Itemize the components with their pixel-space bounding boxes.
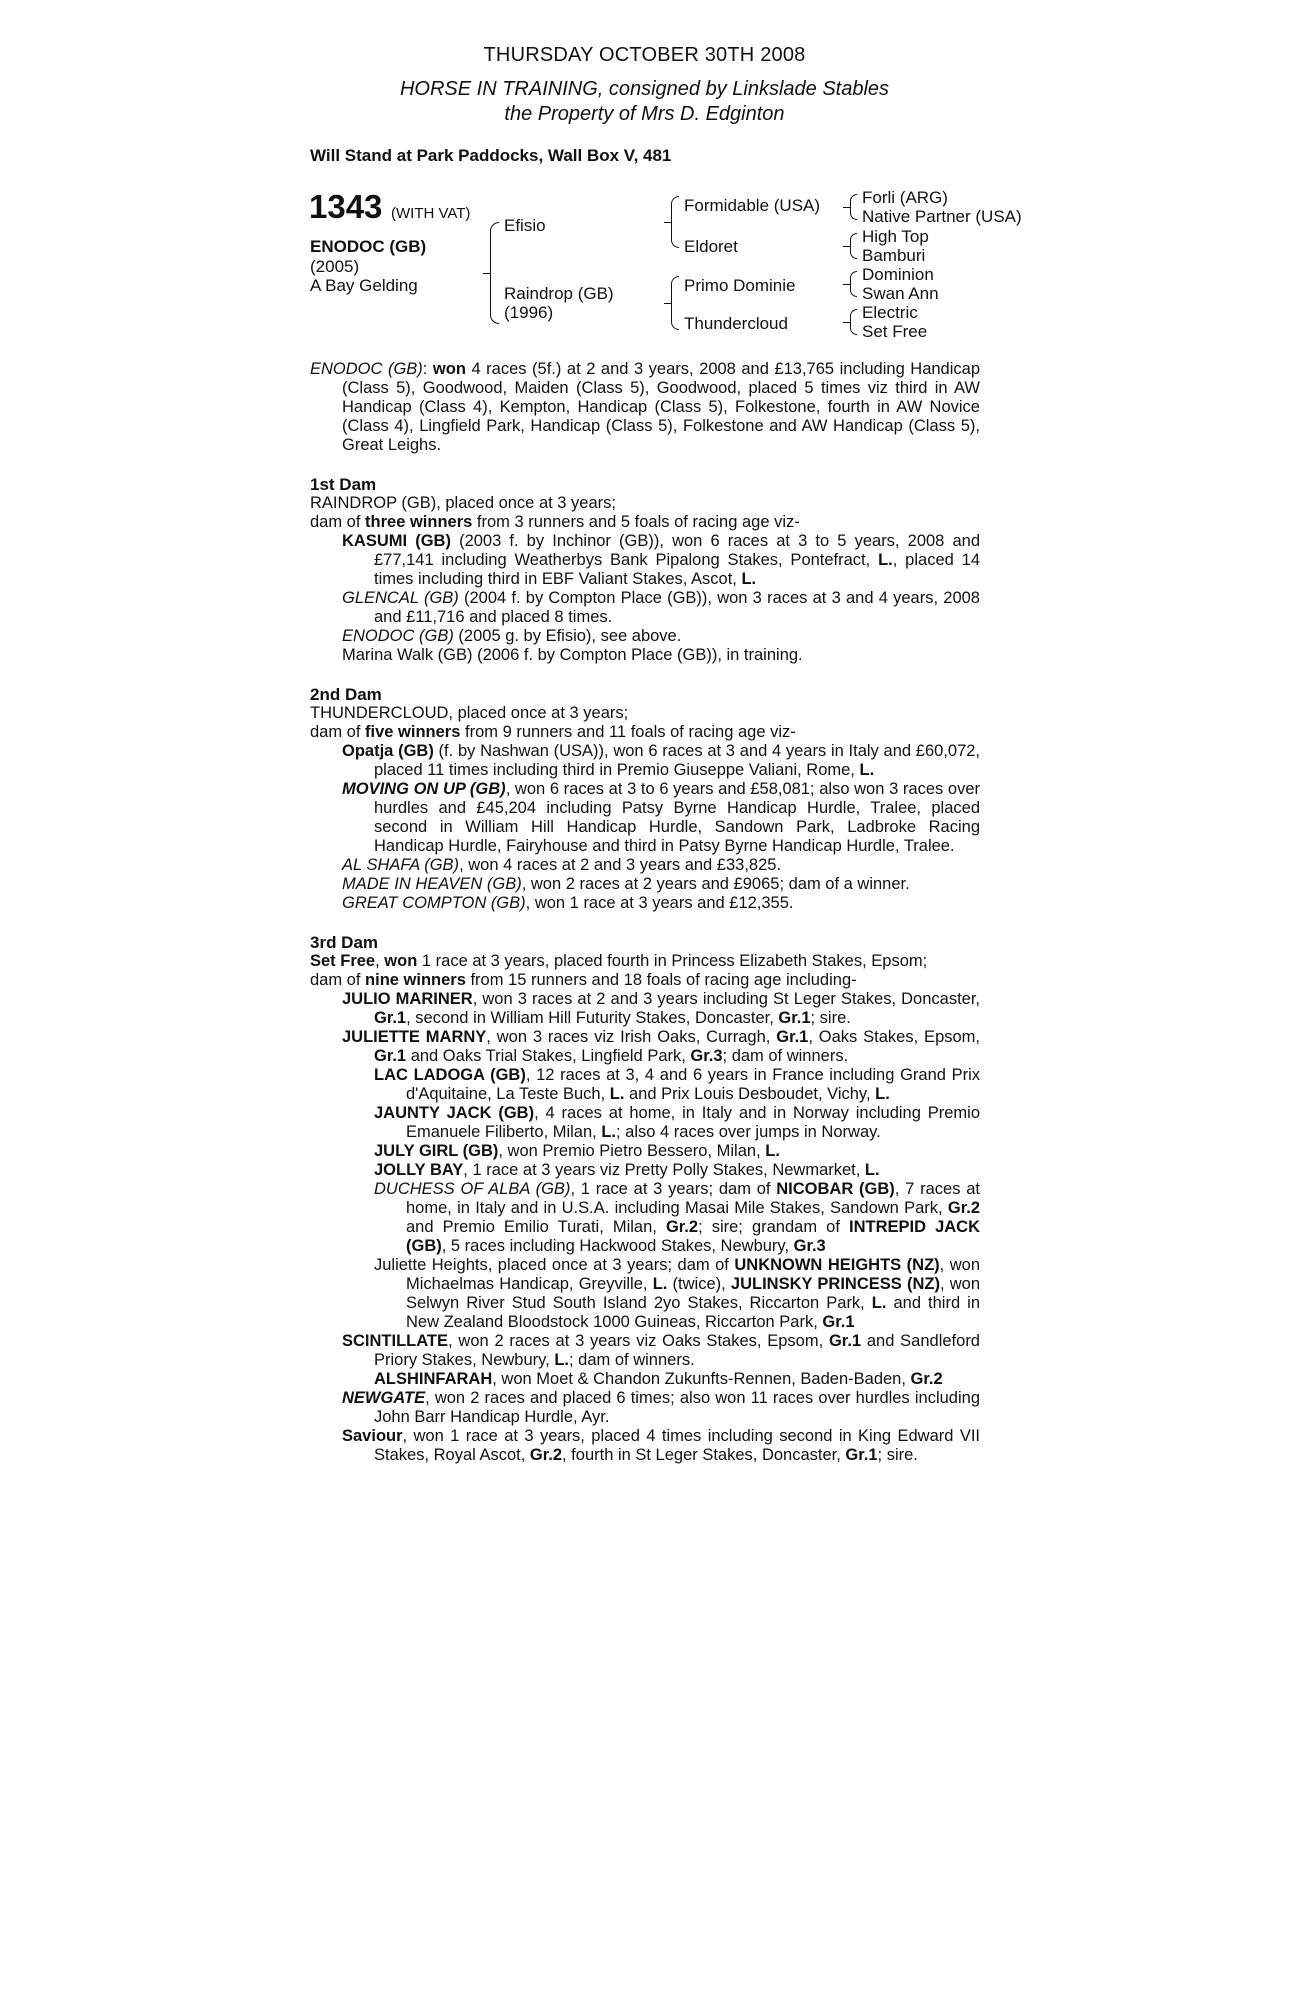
produce-moving-on-up: MOVING ON UP (GB), won 6 races at 3 to 6 years and £58,081; also won 3 races over hurdles and £45,204 including Patsy Byrne Handicap Hurdle, Tralee, placed second in William Hill Handicap Hurdle, Sandown Park, Ladbroke Racing Handicap Hurdle, Fairyhouse and third in Patsy Byrne Handicap Hurdle, Tralee.: [342, 780, 980, 855]
produce-july-girl: JULY GIRL (GB), won Premio Pietro Bessero, Milan, L.: [374, 1142, 780, 1160]
vat-note: (WITH VAT): [391, 205, 471, 222]
consignment-line: HORSE IN TRAINING, consigned by Linkslade Stables: [399, 78, 890, 100]
second-dam-line: THUNDERCLOUD, placed once at 3 years;: [310, 704, 629, 722]
pedigree-ss-dam: Native Partner (USA): [862, 207, 1022, 226]
produce-jaunty-jack: JAUNTY JACK (GB), 4 races at home, in Italy and in Norway including Premio Emanuele Filiberto, Milan, L.; also 4 races over jumps in Norway.: [374, 1104, 981, 1141]
first-dam-produce-intro: dam of three winners from 3 runners and 5 foals of racing age viz-: [310, 513, 800, 531]
produce-kasumi: KASUMI (GB) (2003 f. by Inchinor (GB)), won 6 races at 3 to 5 years, 2008 and £77,141 including Weatherbys Bank Pipalong Stakes, Pontefract, L., placed 14 times including third in EBF Valiant Stakes, Ascot, L.: [342, 532, 980, 588]
produce-scintillate: SCINTILLATE, won 2 races at 3 years viz Oaks Stakes, Epsom, Gr.1 and Sandleford Priory Stakes, Newbury, L.; dam of winners.: [342, 1332, 980, 1369]
pedigree-sire: Efisio: [504, 216, 546, 235]
produce-al-shafa: AL SHAFA (GB), won 4 races at 2 and 3 years and £33,825.: [342, 856, 782, 874]
first-dam-line: RAINDROP (GB), placed once at 3 years;: [310, 494, 616, 512]
produce-lac-ladoga: LAC LADOGA (GB), 12 races at 3, 4 and 6 years in France including Grand Prix d'Aquitaine, La Teste Buch, L. and Prix Louis Desboudet, Vichy, L.: [374, 1066, 980, 1103]
produce-made-in-heaven: MADE IN HEAVEN (GB), won 2 races at 2 years and £9065; dam of a winner.: [342, 875, 910, 893]
pedigree-sire-sire: Formidable (USA): [684, 196, 821, 215]
catalogue-body: [310, 360, 980, 1465]
owner-line: the Property of Mrs D. Edginton: [504, 103, 785, 125]
third-dam-heading: 3rd Dam: [310, 933, 379, 952]
produce-julio-mariner: JULIO MARINER, won 3 races at 2 and 3 years including St Leger Stakes, Doncaster, Gr.1, second in William Hill Futurity Stakes, Doncaster, Gr.1; sire.: [342, 990, 981, 1027]
second-dam-heading: 2nd Dam: [310, 685, 382, 704]
horse-description: A Bay Gelding: [310, 276, 418, 295]
third-dam-line: Set Free, won 1 race at 3 years, placed fourth in Princess Elizabeth Stakes, Epsom;: [310, 952, 928, 970]
pedigree-brace-ss: [850, 194, 857, 220]
pedigree-dam-dam: Thundercloud: [684, 314, 788, 333]
horse-year: (2005): [310, 257, 360, 276]
pedigree-dd-dam: Set Free: [862, 322, 928, 341]
produce-jolly-bay: JOLLY BAY, 1 race at 3 years viz Pretty Polly Stakes, Newmarket, L.: [374, 1161, 880, 1179]
pedigree-sire-dam: Eldoret: [684, 237, 738, 256]
pedigree-brace-dd: [850, 309, 857, 335]
pedigree-sd-dam: Bamburi: [862, 246, 926, 265]
produce-newgate: NEWGATE, won 2 races and placed 6 times; also won 11 races over hurdles including John Barr Handicap Hurdle, Ayr.: [342, 1389, 980, 1426]
produce-opatja: Opatja (GB) (f. by Nashwan (USA)), won 6 races at 3 and 4 years in Italy and £60,072, placed 11 times including third in Premio Giuseppe Valiani, Rome, L.: [342, 742, 981, 779]
lot-number: 1343: [309, 188, 383, 225]
pedigree-ss-sire: Forli (ARG): [862, 188, 948, 207]
pedigree-ds-dam: Swan Ann: [862, 284, 939, 303]
pedigree-brace-ds: [850, 271, 857, 297]
produce-great-compton: GREAT COMPTON (GB), won 1 race at 3 years and £12,355.: [342, 894, 794, 912]
pedigree-dam-year: (1996): [504, 303, 554, 322]
produce-glencal: GLENCAL (GB) (2004 f. by Compton Place (GB)), won 3 races at 3 and 4 years, 2008 and £11,716 and placed 8 times.: [342, 589, 980, 626]
pedigree-dam: Raindrop (GB): [504, 284, 614, 303]
produce-juliette-marny: JULIETTE MARNY, won 3 races viz Irish Oaks, Curragh, Gr.1, Oaks Stakes, Epsom, Gr.1 and Oaks Trial Stakes, Lingfield Park, Gr.3; dam of winners.: [342, 1028, 980, 1065]
pedigree-brace-sire: [671, 196, 679, 248]
pedigree-dd-sire: Electric: [862, 303, 918, 322]
sale-date: THURSDAY OCTOBER 30TH 2008: [483, 44, 806, 66]
race-record: ENODOC (GB): won 4 races (5f.) at 2 and 3 years, 2008 and £13,765 including Handicap (Class 5), Goodwood, Maiden (Class 5), Goodwood, placed 5 times viz third in AW Handicap (Class 4), Kempton, Handicap (Class 5), Folkestone, fourth in AW Novice (Class 4), Lingfield Park, Handicap (Class 5), Folkestone and AW Handicap (Class 5), Great Leighs.: [310, 360, 980, 454]
pedigree-dam-sire: Primo Dominie: [684, 276, 796, 295]
produce-juliette-heights: Juliette Heights, placed once at 3 years; dam of UNKNOWN HEIGHTS (NZ), won Michaelmas Handicap, Greyville, L. (twice), JULINSKY PRINCESS (NZ), won Selwyn River Stud South Island 2yo Stakes, Riccarton Park, L. and third in New Zealand Bloodstock 1000 Guineas, Riccarton Park, Gr.1: [374, 1256, 981, 1331]
horse-name: ENODOC (GB): [310, 237, 427, 256]
produce-enodoc: ENODOC (GB) (2005 g. by Efisio), see above.: [342, 627, 682, 645]
pedigree-brace-sd: [850, 233, 857, 259]
pedigree-ds-sire: Dominion: [862, 265, 934, 284]
pedigree-brace-dam: [671, 276, 679, 330]
produce-duchess-of-alba: DUCHESS OF ALBA (GB), 1 race at 3 years; dam of NICOBAR (GB), 7 races at home, in Italy and in U.S.A. including Masai Mile Stakes, Sandown Park, Gr.2 and Premio Emilio Turati, Milan, Gr.2; sire; grandam of INTREPID JACK (GB), 5 races including Hackwood Stakes, Newbury, Gr.3: [374, 1180, 981, 1255]
first-dam-heading: 1st Dam: [310, 475, 377, 494]
pedigree-sd-sire: High Top: [862, 227, 929, 246]
second-dam-produce-intro: dam of five winners from 9 runners and 11 foals of racing age viz-: [310, 723, 796, 741]
pedigree-brace-gen1: [490, 222, 499, 324]
third-dam-produce-intro: dam of nine winners from 15 runners and 18 foals of racing age including-: [310, 971, 857, 989]
produce-saviour: Saviour, won 1 race at 3 years, placed 4 times including second in King Edward VII Stakes, Royal Ascot, Gr.2, fourth in St Leger Stakes, Doncaster, Gr.1; sire.: [342, 1427, 980, 1464]
produce-marina-walk: Marina Walk (GB) (2006 f. by Compton Place (GB)), in training.: [342, 646, 803, 664]
produce-alshinfarah: ALSHINFARAH, won Moet & Chandon Zukunfts-Rennen, Baden-Baden, Gr.2: [374, 1370, 943, 1388]
stand-location: Will Stand at Park Paddocks, Wall Box V, 481: [310, 146, 672, 165]
